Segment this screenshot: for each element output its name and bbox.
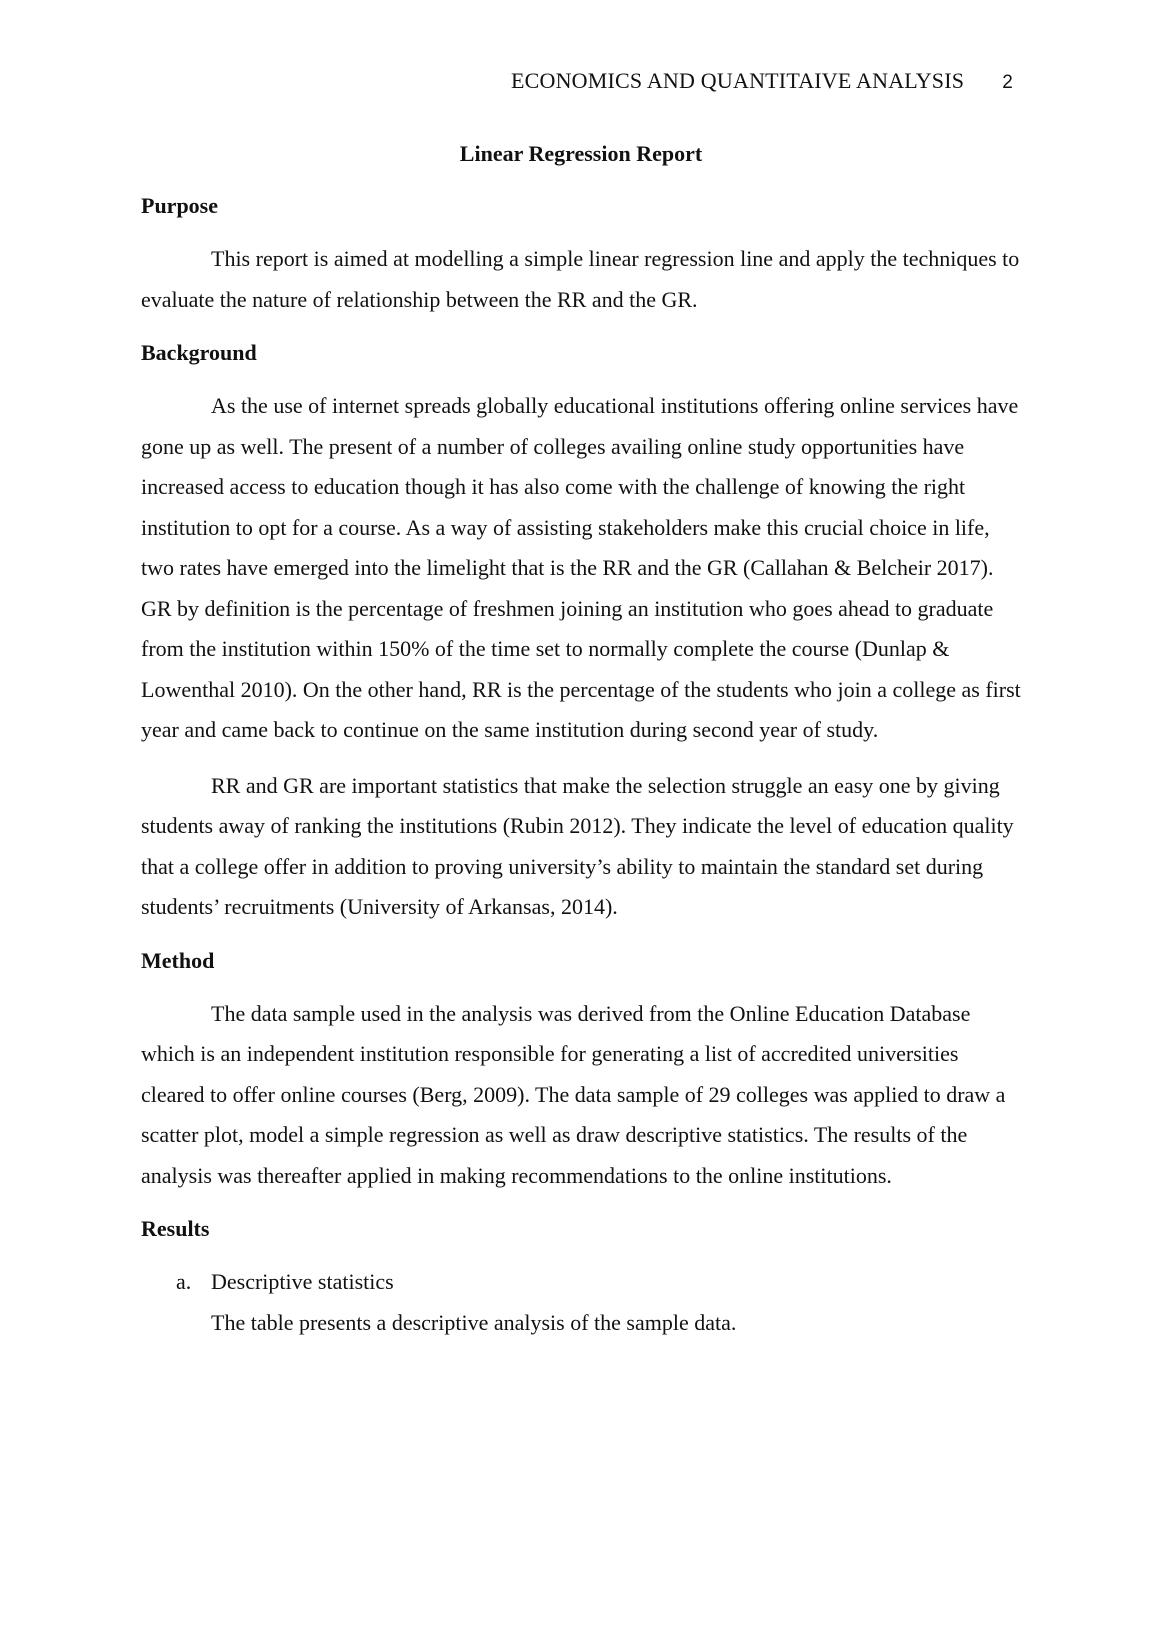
list-item-title: Descriptive statistics	[211, 1269, 394, 1294]
results-heading: Results	[141, 1216, 210, 1241]
method-paragraph: The data sample used in the analysis was derived from the Online Education Database which is an independent institution responsible for generating a list of accredited universities cleared to offer online courses (Berg, 2009). The data sample of 29 colleges was applied to draw a scatter plot, model a simple regression as well as draw descriptive statistics. The results of the analysis was thereafter applied in making recommendations to the online institutions.	[141, 1000, 1006, 1188]
background-paragraph-1: As the use of internet spreads globally educational institutions offering online services have gone up as well. The present of a number of colleges availing online study opportunities have increased access to education though it has also come with the challenge of knowing the right institution to opt for a course. As a way of assisting stakeholders make this crucial choice in life, two rates have emerged into the limelight that is the RR and the GR (Callahan & Belcheir 2017). GR by definition is the percentage of freshmen joining an institution who goes ahead to graduate from the institution within 150% of the time set to normally complete the course (Dunlap & Lowenthal 2010). On the other hand, RR is the percentage of the students who join a college as first year and came back to continue on the same institution during second year of study.	[141, 393, 1021, 742]
document-title: Linear Regression Report	[459, 141, 703, 166]
purpose-paragraph: This report is aimed at modelling a simple linear regression line and apply the techniques to evaluate the nature of relationship between the RR and the GR.	[141, 246, 1020, 312]
background-heading: Background	[141, 340, 257, 365]
document-body	[141, 136, 1021, 1343]
running-header	[511, 68, 1013, 94]
background-paragraph-2: RR and GR are important statistics that make the selection struggle an easy one by giving students away of ranking the institutions (Rubin 2012). They indicate the level of education quality that a college offer in addition to proving university’s ability to maintain the standard set during students’ recruitments (University of Arkansas, 2014).	[141, 772, 1014, 919]
purpose-heading: Purpose	[141, 193, 218, 218]
list-marker: a.	[176, 1269, 192, 1294]
list-item-text: The table presents a descriptive analysis of the sample data.	[211, 1309, 737, 1335]
list-item-body	[211, 1262, 1021, 1343]
results-list-item	[176, 1262, 1021, 1343]
page-number: 2	[1002, 72, 1013, 93]
running-title: ECONOMICS AND QUANTITAIVE ANALYSIS	[510, 68, 965, 93]
method-heading: Method	[141, 947, 215, 973]
